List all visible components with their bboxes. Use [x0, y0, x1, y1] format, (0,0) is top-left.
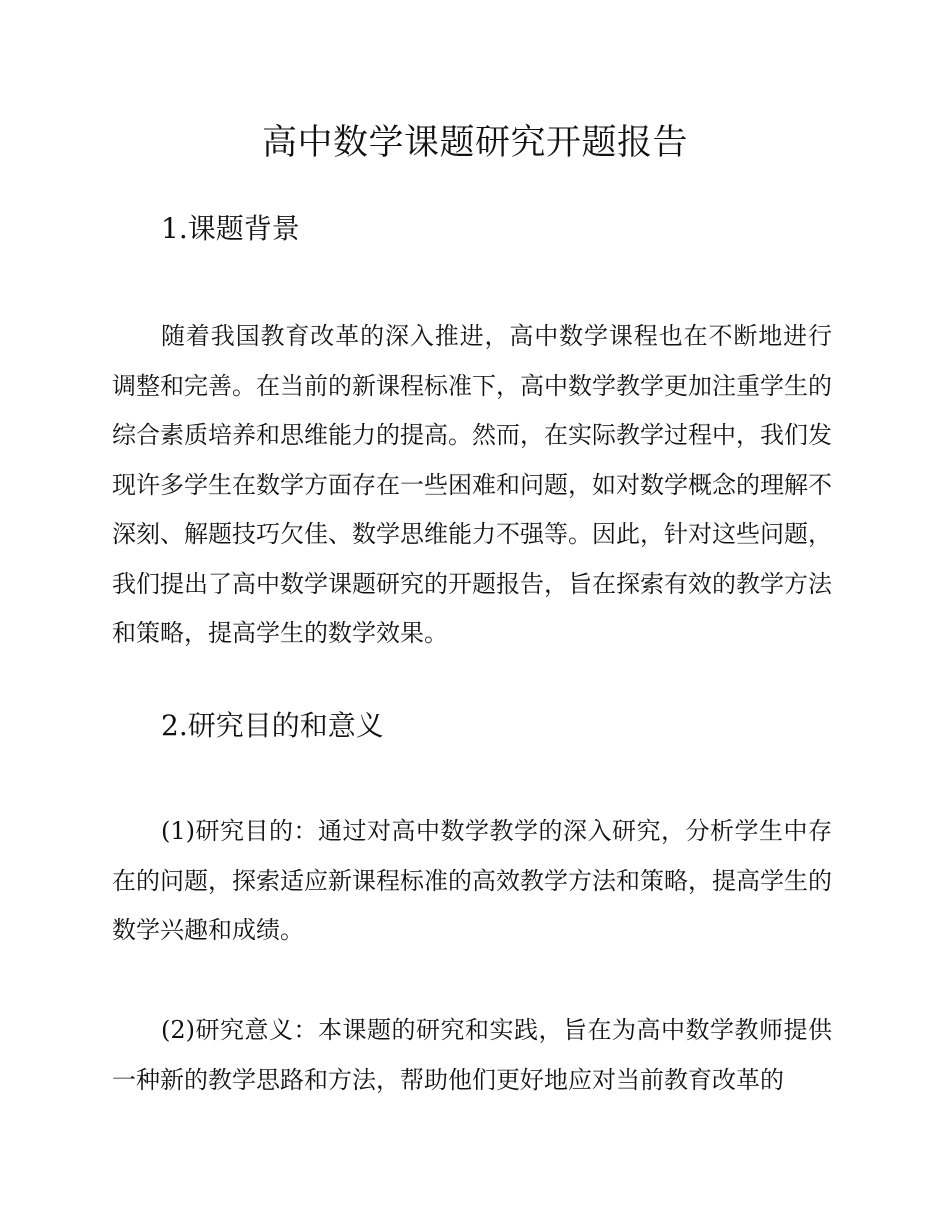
paragraph-research-significance: (2)研究意义：本课题的研究和实践，旨在为高中数学教师提供一种新的教学思路和方法，帮助他们更好地应对当前教育改革的: [112, 1016, 832, 1094]
section-heading-background: 1.课题背景: [161, 212, 300, 245]
section-heading-purpose-significance: 2.研究目的和意义: [161, 709, 384, 742]
paragraph-background: 随着我国教育改革的深入推进，高中数学课程也在不断地进行调整和完善。在当前的新课程标准下，高中数学教学更加注重学生的综合素质培养和思维能力的提高。然而，在实际教学过程中，我们发现许多学生在数学方面存在一些困难和问题，如对数学概念的理解不深刻、解题技巧欠佳、数学思维能力不强等。因此，针对这些问题，我们提出了高中数学课题研究的开题报告，旨在探索有效的教学方法和策略，提高学生的数学效果。: [112, 322, 832, 647]
paragraph-research-purpose: (1)研究目的：通过对高中数学教学的深入研究，分析学生中存在的问题，探索适应新课程标准的高效教学方法和策略，提高学生的数学兴趣和成绩。: [112, 817, 832, 944]
document-title: 高中数学课题研究开题报告: [261, 123, 688, 164]
